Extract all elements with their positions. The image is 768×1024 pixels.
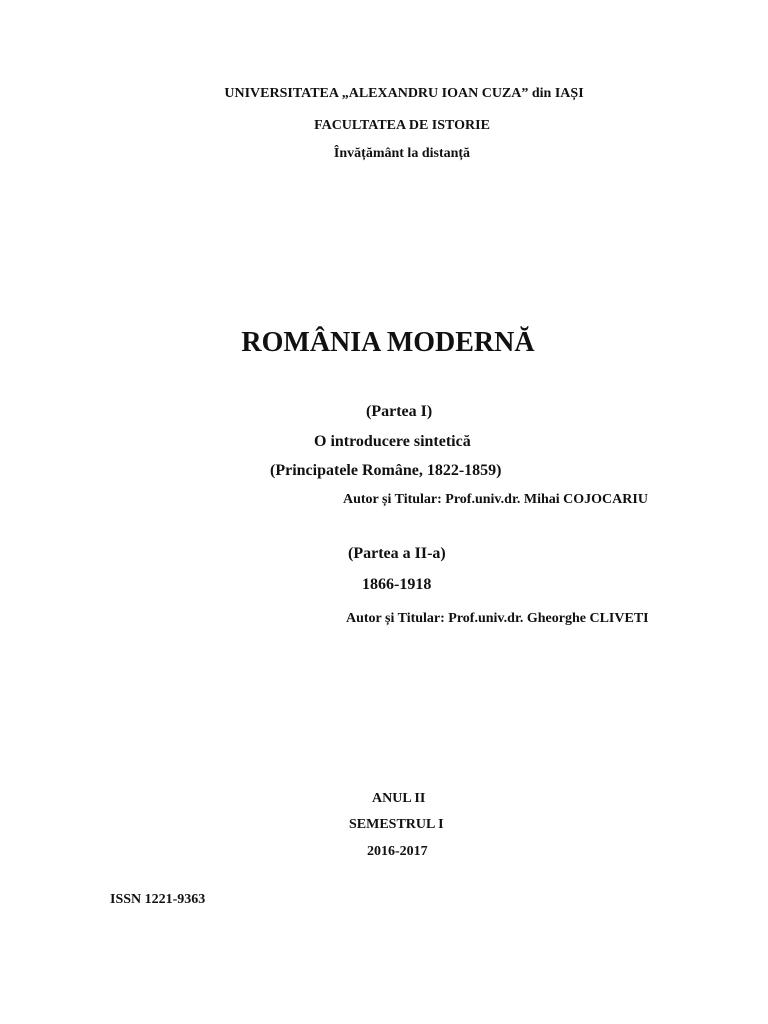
study-mode: Învățământ la distanță <box>333 146 471 161</box>
part2-label: (Partea a II-a) <box>348 545 446 562</box>
course-year: ANUL II <box>372 791 426 806</box>
university-name: UNIVERSITATEA „ALEXANDRU IOAN CUZA” din IAȘI <box>224 86 584 101</box>
part1-range: (Principatele Române, 1822-1859) <box>270 462 502 479</box>
document-title: ROMÂNIA MODERNĂ <box>241 327 535 358</box>
part1-label: (Partea I) <box>366 403 433 420</box>
part1-subtitle: O introducere sintetică <box>314 433 471 450</box>
issn-number: ISSN 1221-9363 <box>110 892 206 907</box>
academic-year: 2016-2017 <box>367 844 428 859</box>
part2-years: 1866-1918 <box>362 576 432 593</box>
faculty-name: FACULTATEA DE ISTORIE <box>314 118 490 133</box>
part1-author: Autor și Titular: Prof.univ.dr. Mihai COJOCARIU <box>343 492 648 507</box>
course-semester: SEMESTRUL I <box>349 817 444 832</box>
part2-author: Autor și Titular: Prof.univ.dr. Gheorghe CLIVETI <box>346 611 649 626</box>
